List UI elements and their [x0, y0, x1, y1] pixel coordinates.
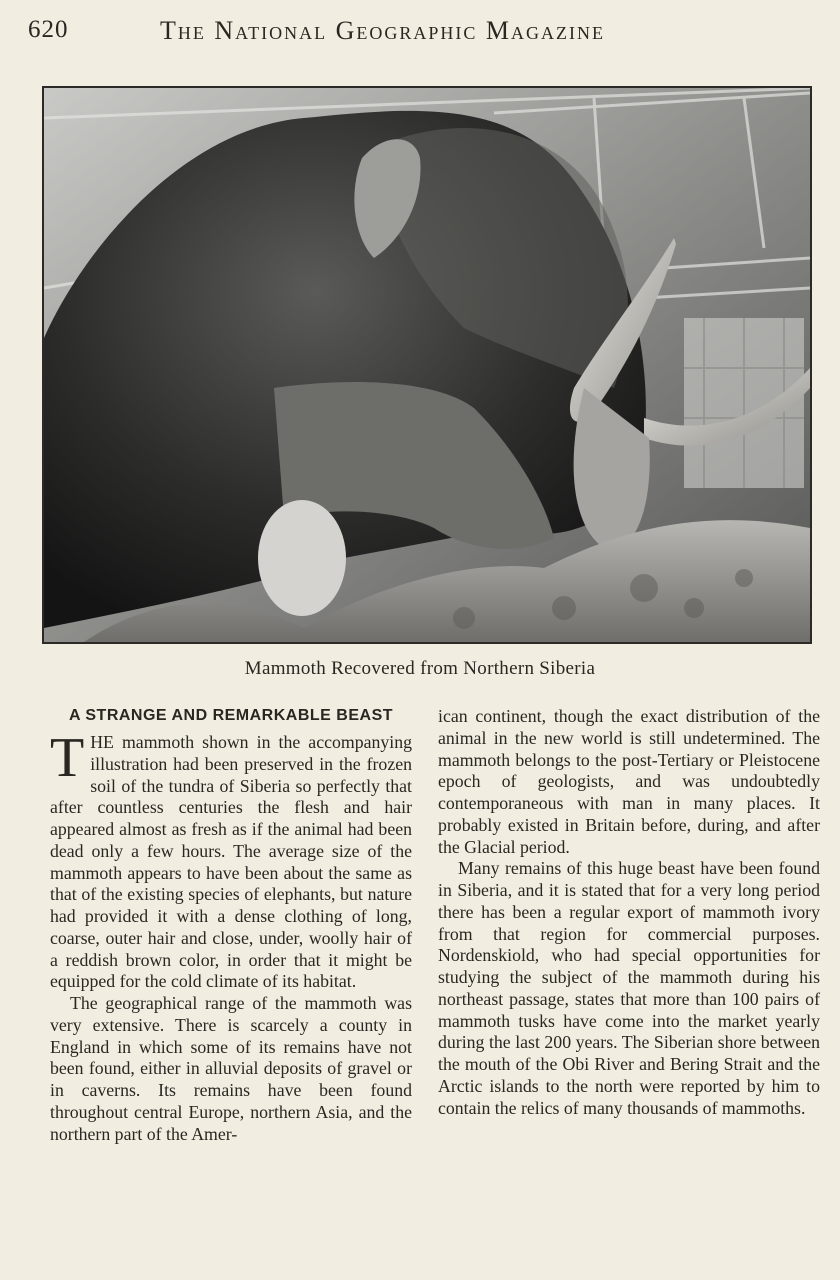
paragraph-text: HE mammoth shown in the accompanying illustration had been preserved in the frozen soil of the tundra of Siberia so perfectly that after countless centuries the flesh and hair appeared almost as fresh as if the animal had been dead only a few hours. The average size of the mammoth appears to have been about the same as that of the existing species of elephants, but nature had provided it with a dense clothing of long, coarse, outer hair and close, under, woolly hair of a reddish brown color, in order that it might be equipped for the cold climate of its habitat. [50, 732, 412, 992]
mammoth-photograph [42, 86, 812, 644]
article-paragraph [50, 727, 412, 993]
figure-caption: Mammoth Recovered from Northern Siberia [244, 658, 596, 679]
page-number: 620 [28, 16, 69, 43]
article-column-right [438, 706, 820, 1119]
page-header [28, 14, 818, 54]
running-title: The National Geographic Magazine [160, 16, 606, 45]
article-paragraph: The geographical range of the mammoth was very extensive. There is scarcely a county in England in which some of its remains have not been found, either in alluvial deposits of gravel or in caverns. Its remains have been found throughout central Europe, northern Asia, and the northern part of the Amer- [50, 993, 412, 1144]
drop-cap: T [50, 727, 85, 789]
article-column-left [50, 706, 412, 1145]
article-heading: A STRANGE AND REMARKABLE BEAST [68, 707, 394, 724]
article-paragraph: Many remains of this huge beast have been found in Siberia, and it is stated that for a very long period there has been a regular export of mammoth ivory from that region for commercial purposes. Nordenskiold, who had special opportunities for studying the subject of the mammoth during his northeast passage, states that more than 100 pairs of mammoth tusks have come into the market yearly during the last 200 years. The Siberian shore between the mouth of the Obi River and Bering Strait and the Arctic islands to the north were reported by him to contain the relics of many thousands of mammoths. [438, 858, 820, 1118]
article-paragraph: ican continent, though the exact distribution of the animal in the new world is still undetermined. The mammoth belongs to the post-Tertiary or Pleistocene epoch of geologists, and was undoubtedly contemporaneous with man in many places. It probably existed in Britain before, during, and after the Glacial period. [438, 706, 820, 857]
photo-illustration [44, 88, 810, 642]
